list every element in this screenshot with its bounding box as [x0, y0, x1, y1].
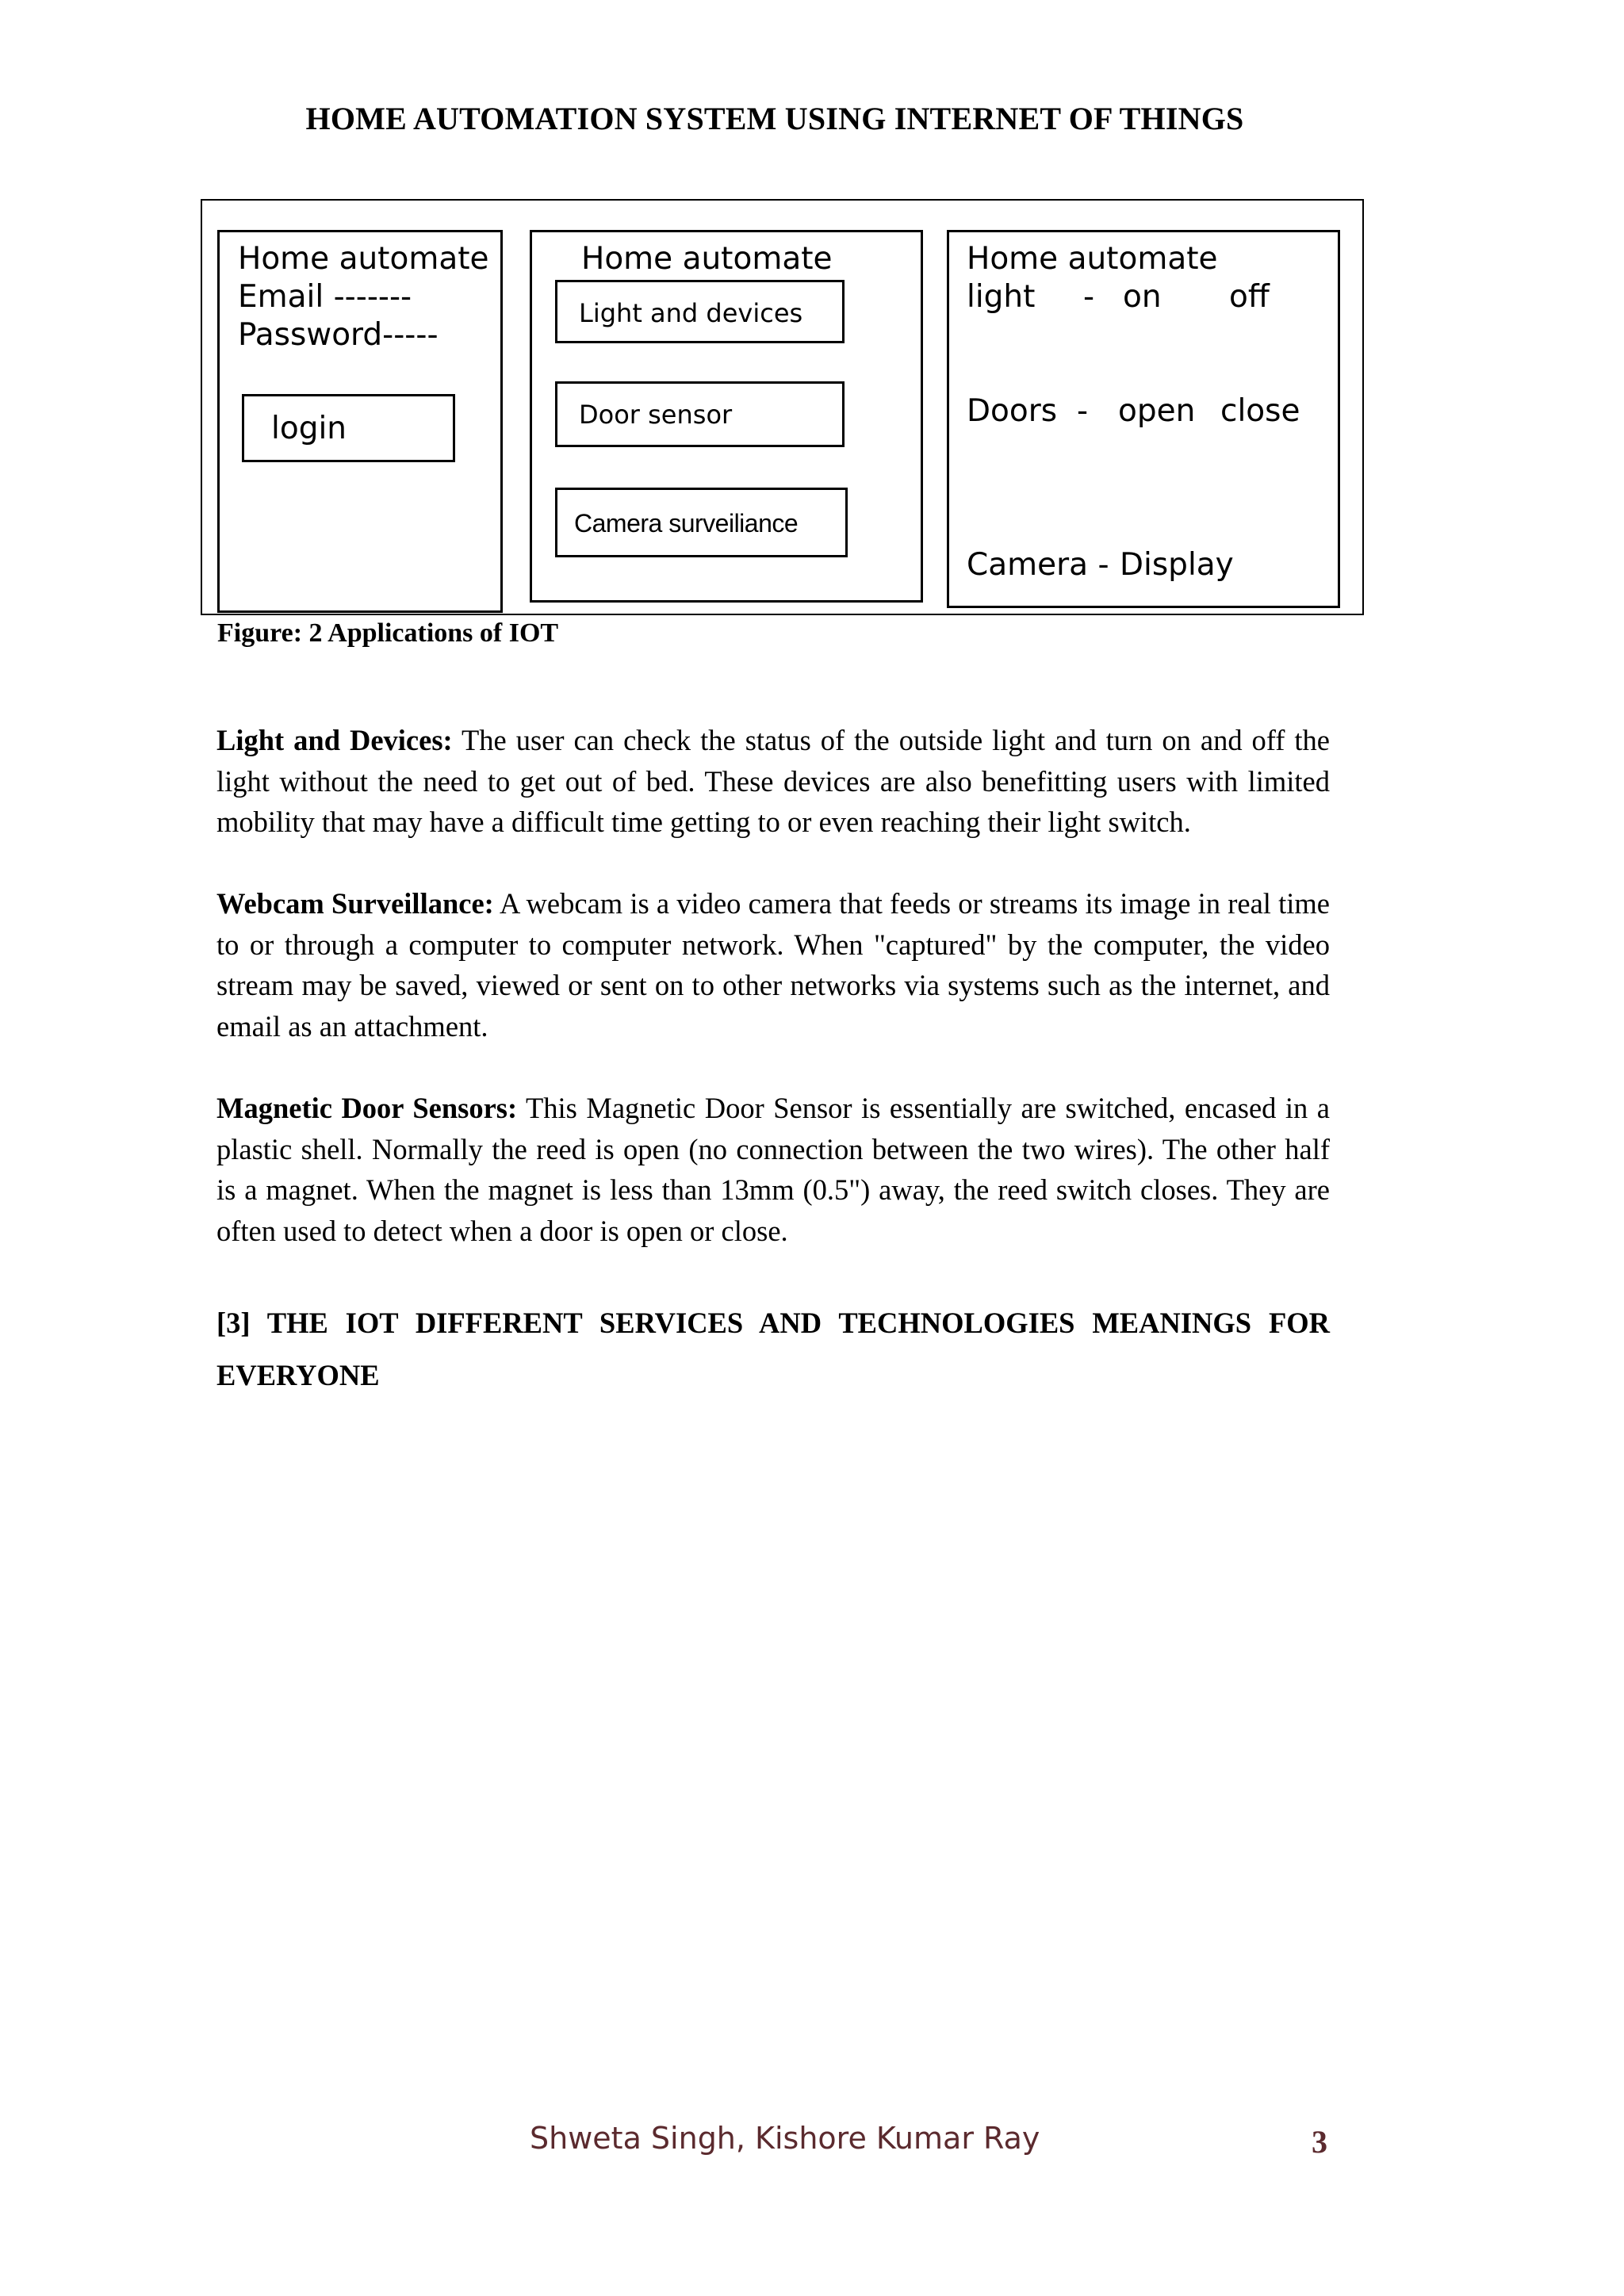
- paragraph-lead: Light and Devices:: [216, 724, 453, 756]
- light-on: on: [1123, 279, 1162, 315]
- paragraph-webcam-surveillance: [216, 883, 1330, 1047]
- doors-close: close: [1220, 393, 1300, 429]
- login-button: [242, 394, 455, 462]
- light-dash: -: [1083, 279, 1095, 315]
- menu-item-light-and-devices: [555, 280, 845, 343]
- menu-panel-title: Home automate: [581, 241, 833, 277]
- doors-dash: -: [1077, 393, 1089, 429]
- doors-open: open: [1118, 393, 1196, 429]
- menu-item-label: Light and devices: [579, 298, 803, 328]
- light-off: off: [1229, 279, 1270, 315]
- menu-item-label: Camera surveiliance: [574, 509, 799, 538]
- doors-label: Doors: [967, 393, 1058, 429]
- paragraph-text: The user can check the status of the outside light and turn on and off the light without the need to get out of bed. These devices are also benefitting users with limited mobility that may have a difficult time getting to or even reaching their light switch.: [216, 724, 1331, 838]
- paragraph-lead: Webcam Surveillance:: [216, 887, 494, 920]
- menu-item-label: Door sensor: [579, 400, 733, 430]
- running-title: HOME AUTOMATION SYSTEM USING INTERNET OF THINGS: [305, 101, 1244, 136]
- figure-caption: Figure: 2 Applications of IOT: [217, 618, 559, 648]
- login-button-label: login: [271, 411, 347, 446]
- section-heading: [3] THE IOT DIFFERENT SERVICES AND TECHNOLOGIES MEANINGS FOR EVERYONE: [216, 1307, 1330, 1391]
- paragraph-text: A webcam is a video camera that feeds or streams its image in real time to or through a computer to computer network. When "captured" by the computer, the video stream may be saved, viewed or sent on to other networks via systems such as the internet, and email as an attachment.: [216, 887, 1330, 1043]
- menu-item-door-sensor: [555, 381, 845, 447]
- password-field-label: Password-----: [238, 317, 439, 353]
- login-panel-title: Home automate: [238, 241, 489, 277]
- controls-panel-title: Home automate: [967, 241, 1218, 277]
- camera-label: Camera -: [967, 547, 1109, 583]
- paragraph-magnetic-door-sensors: [216, 1088, 1330, 1251]
- light-label: light: [967, 279, 1036, 315]
- paragraph-light-and-devices: [216, 720, 1330, 843]
- camera-display: Display: [1120, 547, 1234, 583]
- footer-authors: Shweta Singh, Kishore Kumar Ray: [530, 2121, 1040, 2156]
- page-number: 3: [1312, 2124, 1327, 2160]
- menu-item-camera-surveiliance: [555, 488, 848, 557]
- email-field-label: Email -------: [238, 279, 412, 315]
- paragraph-lead: Magnetic Door Sensors:: [216, 1092, 518, 1124]
- paragraph-text: This Magnetic Door Sensor is essentially are switched, encased in a plastic shell. Normally the reed is open (no connection between the two wires). The other half is a magnet. When the magnet is less than 13mm (0.5") away, the reed switch closes. They are often used to detect when a door is open or close.: [216, 1092, 1330, 1247]
